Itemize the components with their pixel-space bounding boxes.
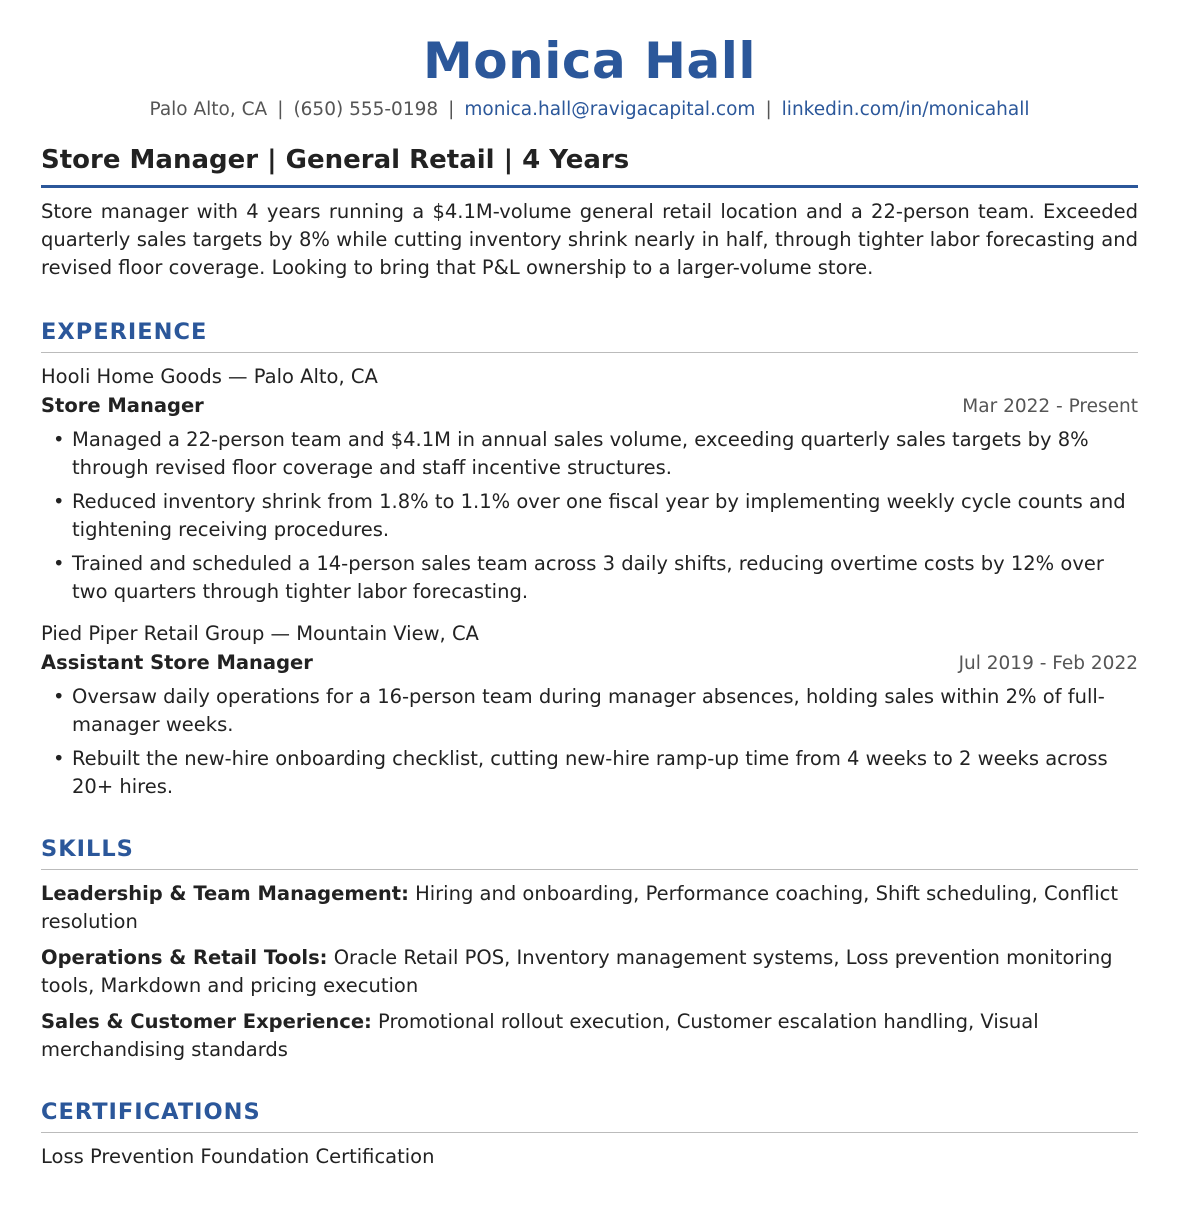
location-text: Palo Alto, CA — [149, 99, 268, 120]
bullet-item — [41, 745, 1138, 801]
skills-list — [41, 880, 1138, 1064]
bullet-item — [41, 550, 1138, 606]
certification-item: Loss Prevention Foundation Certification — [41, 1145, 435, 1168]
skill-group-label: Operations & Retail Tools: — [41, 946, 328, 969]
candidate-name: Monica Hall — [423, 32, 756, 90]
bullet-icon: • — [53, 428, 65, 451]
skill-group — [41, 1008, 1138, 1064]
job-title: Store Manager — [41, 394, 204, 417]
headline: Store Manager | General Retail | 4 Years — [41, 143, 1138, 188]
email-link[interactable]: monica.hall@ravigacapital.com — [464, 99, 756, 120]
bullet-item — [41, 683, 1138, 739]
bullet-item — [41, 426, 1138, 482]
contact-separator: | — [448, 99, 455, 120]
skill-group-value: Oracle Retail POS, Inventory management systems, Loss prevention monitoring tools, Markdown and pricing execution — [41, 946, 1113, 997]
bullet-icon: • — [53, 747, 65, 770]
linkedin-link[interactable]: linkedin.com/in/monicahall — [781, 99, 1030, 120]
bullet-text: Oversaw daily operations for a 16-person team during manager absences, holding sales within 2% of full-manager weeks. — [72, 685, 1105, 736]
role-row — [41, 391, 1138, 422]
section-title-skills: SKILLS — [41, 835, 1138, 870]
skill-group-label: Leadership & Team Management: — [41, 882, 409, 905]
bullet-icon: • — [53, 552, 65, 575]
job-bullets — [41, 426, 1138, 606]
bullet-text: Trained and scheduled a 14-person sales team across 3 daily shifts, reducing overtime costs by 12% over two quarters through tighter labor forecasting. — [72, 552, 1104, 603]
job-entry — [41, 620, 1138, 801]
role-row — [41, 648, 1138, 679]
job-title: Assistant Store Manager — [41, 651, 313, 674]
skill-group — [41, 880, 1138, 936]
job-bullets — [41, 683, 1138, 801]
phone-text: (650) 555-0198 — [293, 99, 439, 120]
bullet-icon: • — [53, 685, 65, 708]
bullet-item — [41, 488, 1138, 544]
section-title-certifications: CERTIFICATIONS — [41, 1098, 1138, 1133]
bullet-text: Rebuilt the new-hire onboarding checklist, cutting new-hire ramp-up time from 4 weeks to 2 weeks across 20+ hires. — [72, 747, 1108, 798]
job-dates: Mar 2022 - Present — [962, 396, 1138, 417]
bullet-icon: • — [53, 490, 65, 513]
summary-paragraph: Store manager with 4 years running a $4.1M-volume general retail location and a 22-person team. Exceeded quarterly sales targets by 8% while cutting inventory shrink nearly in half, through tighter labor forecasting and revised floor coverage. Looking to bring that P&L ownership to a larger-volume store. — [41, 200, 1138, 279]
bullet-text: Managed a 22-person team and $4.1M in annual sales volume, exceeding quarterly sales targets by 8% through revised floor coverage and staff incentive structures. — [72, 428, 1089, 479]
job-dates: Jul 2019 - Feb 2022 — [958, 653, 1138, 674]
employer-line: Pied Piper Retail Group — Mountain View, CA — [41, 622, 479, 645]
skill-group-value: Promotional rollout execution, Customer escalation handling, Visual merchandising standards — [41, 1010, 1039, 1061]
section-title-experience: EXPERIENCE — [41, 318, 1138, 353]
contact-line — [41, 97, 1138, 123]
employer-line: Hooli Home Goods — Palo Alto, CA — [41, 365, 378, 388]
skill-group-label: Sales & Customer Experience: — [41, 1010, 372, 1033]
skill-group — [41, 944, 1138, 1000]
skill-group-value: Hiring and onboarding, Performance coaching, Shift scheduling, Conflict resolution — [41, 882, 1119, 933]
contact-separator: | — [277, 99, 284, 120]
contact-separator: | — [765, 99, 772, 120]
job-entry — [41, 363, 1138, 606]
bullet-text: Reduced inventory shrink from 1.8% to 1.1% over one fiscal year by implementing weekly cycle counts and tightening receiving procedures. — [72, 490, 1126, 541]
